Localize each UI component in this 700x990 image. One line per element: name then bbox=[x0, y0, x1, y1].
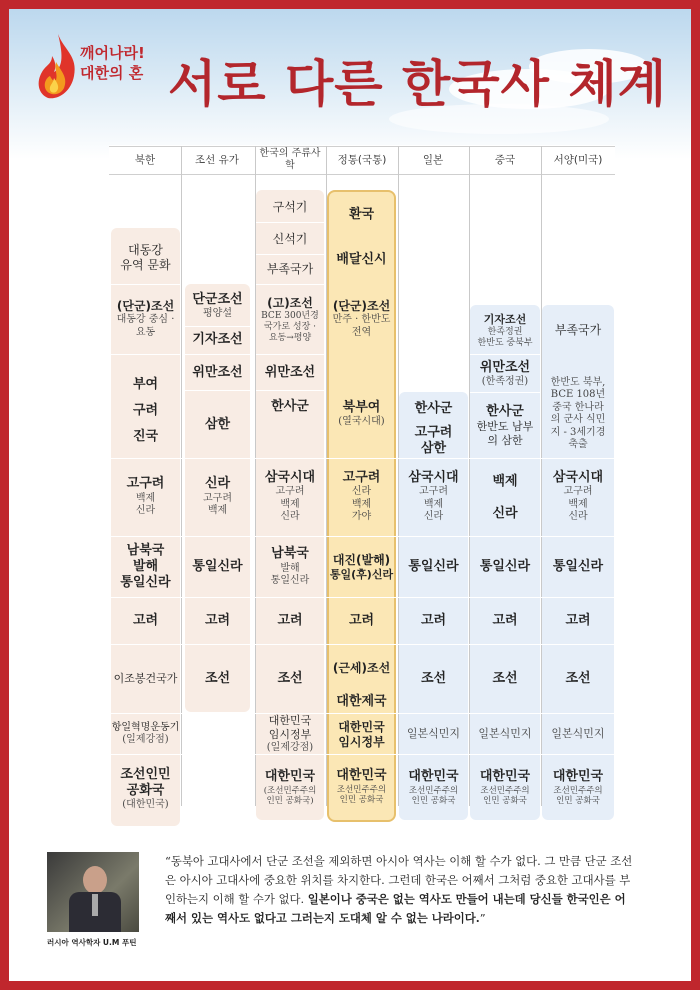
ms-cell-tribal: 부족국가 bbox=[266, 261, 314, 276]
logo bbox=[34, 22, 164, 117]
or-cell-rok: 대한민국 조선민주주의 인민 공화국 bbox=[336, 768, 387, 806]
ms-cell-paleolithic: 구석기 bbox=[272, 199, 308, 214]
header-china: 중국 bbox=[494, 154, 516, 166]
jp-cell-goguryeo-samhan: 고구려 삼한 bbox=[414, 424, 453, 456]
jc-cell-silla: 신라 고구려 백제 bbox=[203, 476, 232, 517]
ms-cell-provisional-gov: 대한민국 임시정부 (일제강점) bbox=[266, 714, 314, 753]
jp-cell-colony: 일본식민지 bbox=[406, 727, 461, 741]
historian-photo bbox=[47, 852, 139, 932]
table-top-rule bbox=[109, 146, 615, 147]
we-cell-goryeo: 고려 bbox=[565, 612, 591, 628]
photo-caption: 러시아 역사학자 U.M 푸틴 bbox=[47, 938, 137, 947]
jp-cell-rok: 대한민국 조선민주주의 인민 공화국 bbox=[408, 769, 459, 807]
header-japan: 일본 bbox=[422, 154, 444, 166]
or-cell-dangun-joseon: (단군)조선 만주 · 한반도 전역 bbox=[332, 299, 391, 338]
nk-cell-dprk: 조선인민 공화국 (대한민국) bbox=[120, 766, 171, 810]
jc-cell-wiman: 위만조선 bbox=[192, 364, 243, 380]
cn-cell-goryeo: 고려 bbox=[492, 612, 518, 628]
or-cell-hwanguk: 환국 bbox=[348, 206, 375, 222]
quote-part-1: “동북아 고대사에서 단군 조선을 제외하면 아시아 역사는 이해 할 수가 없다. 그 만큼 단군 조선은 아시아 고대사에 중요한 위치를 차지한다. 그런데 한국은 어째서 그처럼 중요한 고대사를 부인하는지 이해 할 수가 없다. bbox=[165, 854, 633, 906]
ms-cell-joseon: 조선 bbox=[277, 670, 303, 686]
nk-cell-anti-japan: 항일혁명운동기 (일제강점) bbox=[111, 721, 180, 745]
ms-cell-goryeo: 고려 bbox=[277, 612, 303, 628]
cn-cell-unified-silla: 통일신라 bbox=[479, 558, 531, 574]
nk-cell-dangun-joseon: (단군)조선 대동강 중심 ·요동 bbox=[116, 299, 175, 338]
nk-cell-jinguk: 진국 bbox=[132, 428, 159, 444]
header-joseon-confucian: 조선 유가 bbox=[195, 154, 239, 166]
jc-cell-goryeo: 고려 bbox=[204, 612, 231, 628]
logo-line-1: 깨어나라! bbox=[80, 44, 145, 62]
or-cell-goguryeo: 고구려 신라 백제 가야 bbox=[342, 470, 381, 523]
ms-cell-wiman: 위만조선 bbox=[264, 364, 316, 380]
jp-cell-three-kingdoms: 삼국시대 고구려 백제 신라 bbox=[408, 470, 459, 523]
cn-cell-colony: 일본식민지 bbox=[478, 727, 532, 741]
ms-cell-go-joseon: (고)조선 BCE 300년경 국가로 성장 · 요동→평양 bbox=[261, 295, 319, 344]
cn-cell-joseon: 조선 bbox=[492, 670, 518, 686]
cn-cell-gija: 기자조선 한족정권 한반도 중북부 bbox=[477, 312, 533, 348]
cn-cell-wiman: 위만조선 (한족정권) bbox=[479, 359, 531, 387]
jc-cell-joseon: 조선 bbox=[204, 670, 231, 686]
ms-cell-nambukguk: 남북국 발해 통일신라 bbox=[270, 546, 310, 587]
nk-cell-buyeo: 부여 bbox=[132, 376, 159, 392]
page-title: 서로 다른 한국사 체계 bbox=[168, 55, 667, 113]
or-cell-daehan-empire: 대한제국 bbox=[336, 693, 387, 709]
we-cell-colony-note: 한반도 북부, BCE 108년 중국 한나라 의 군사 식민 지 - 3세기경 축출 bbox=[550, 376, 606, 450]
or-cell-geunse-joseon: (근세)조선 bbox=[332, 660, 391, 675]
table-header-rule bbox=[109, 174, 615, 175]
we-cell-three-kingdoms: 삼국시대 고구려 백제 신라 bbox=[552, 470, 604, 523]
or-cell-goryeo: 고려 bbox=[348, 612, 375, 628]
jc-cell-unified-silla: 통일신라 bbox=[192, 558, 243, 574]
jp-cell-goryeo: 고려 bbox=[420, 612, 447, 628]
or-cell-baedal: 배달신시 bbox=[336, 251, 387, 267]
cn-cell-silla: 신라 bbox=[492, 505, 518, 521]
quote-part-2: 일본이나 중국은 없는 역사도 만들어 내는데 당신들 한국인은 어째서 있는 역사도 없다고 그러는지 도대체 알 수 없는 나라이다. bbox=[165, 892, 626, 925]
ms-cell-hansagun: 한사군 bbox=[271, 398, 309, 414]
cn-cell-baekje: 백제 bbox=[492, 473, 518, 489]
header-orthodox: 정통(국통) bbox=[337, 154, 387, 166]
cn-cell-hansagun: 한사군 한반도 남부 의 삼한 bbox=[476, 404, 534, 448]
we-cell-tribal: 부족국가 bbox=[554, 322, 602, 337]
quote-part-3: ” bbox=[479, 911, 486, 925]
header-north-korea: 북한 bbox=[134, 154, 156, 166]
nk-cell-guryeo: 구려 bbox=[132, 402, 159, 418]
jp-cell-joseon: 조선 bbox=[420, 670, 447, 686]
or-cell-provisional-gov: 대한민국 임시정부 bbox=[338, 720, 385, 749]
flame-icon bbox=[34, 32, 82, 102]
jc-cell-samhan: 삼한 bbox=[204, 416, 231, 432]
we-cell-joseon: 조선 bbox=[565, 670, 591, 686]
header-west: 서양(미국) bbox=[553, 154, 603, 166]
nk-cell-goguryeo: 고구려 백제 신라 bbox=[126, 476, 165, 517]
jc-cell-gija: 기자조선 bbox=[192, 331, 243, 347]
we-cell-colony: 일본식민지 bbox=[551, 727, 605, 741]
nk-cell-daedong: 대동강 유역 문화 bbox=[120, 243, 171, 272]
or-cell-bukbuyeo: 북부여 (열국시대) bbox=[338, 399, 385, 427]
col-divider bbox=[181, 146, 182, 806]
ms-cell-three-kingdoms: 삼국시대 고구려 백제 신라 bbox=[264, 470, 316, 523]
jc-cell-dangun: 단군조선 평양설 bbox=[192, 291, 243, 319]
quote-text bbox=[165, 852, 635, 928]
nk-cell-goryeo: 고려 bbox=[132, 612, 159, 628]
or-cell-daejin: 대진(발해) 통일(후)신라 bbox=[329, 552, 394, 581]
we-cell-unified-silla: 통일신라 bbox=[552, 558, 604, 574]
logo-line-2: 대한의 혼 bbox=[80, 64, 144, 82]
nk-cell-yijo: 이조봉건국가 bbox=[113, 672, 178, 686]
jp-cell-hansagun: 한사군 bbox=[414, 400, 453, 416]
ms-cell-rok: 대한민국 (조선민주주의 인민 공화국) bbox=[263, 769, 317, 807]
ms-cell-neolithic: 신석기 bbox=[272, 231, 308, 246]
header-mainstream: 한국의 주류사학 bbox=[259, 148, 321, 171]
jp-cell-unified-silla: 통일신라 bbox=[408, 558, 459, 574]
we-cell-rok: 대한민국 조선민주주의 인민 공화국 bbox=[552, 769, 604, 807]
nk-cell-nambukguk: 남북국 발해 통일신라 bbox=[120, 542, 171, 591]
cn-cell-rok: 대한민국 조선민주주의 인민 공화국 bbox=[479, 769, 531, 807]
